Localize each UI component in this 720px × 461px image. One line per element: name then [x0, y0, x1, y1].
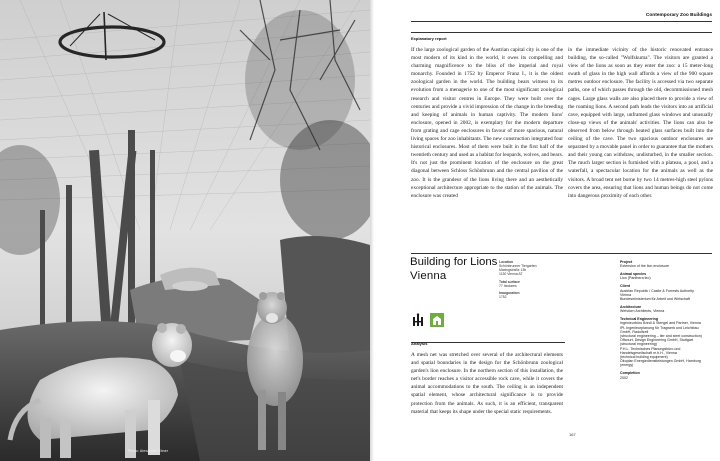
- project-meta: [499, 260, 537, 303]
- project-rule: [411, 253, 712, 254]
- project-city: Vienna: [410, 270, 447, 282]
- nature-enclosure-icon: [430, 313, 444, 327]
- meta-inauguration: Inauguration 1752: [499, 291, 520, 300]
- credit-architecture: Architecture Wehdorn Architects, Vienna: [620, 305, 665, 314]
- photo-credit: Photo: Alexander Ebner: [128, 449, 169, 453]
- credit-completion: Completion 2002: [620, 371, 640, 380]
- credit-technical-engineering: Technical Engineering Ingenieurbüro Bredl & Stengel and Partner, Vienna IPL Ingenieurplanung für Tragwerk und Leichtbau GmbH, Radolfzell (structural engineering – tier and steel construction) Offcourt, Design Engineering GmbH, Stuttgart (structural engineering) P.H.L. Technisches Planungsbüro und Handelsgesellschaft m.b.H., Vienna (technical building equipment) Ökoplan Energiedienstleistungen GmbH, Hamburg (energy): [620, 317, 702, 368]
- analysis-rule: [411, 342, 565, 343]
- explanatory-report-label: Explanatory report: [411, 36, 447, 41]
- page-number: 167: [569, 432, 576, 437]
- credit-project: Project Extension of the lion enclosure: [620, 260, 669, 269]
- project-credits: [620, 260, 715, 384]
- zoo-building-icon: [411, 313, 425, 327]
- header-rule: [411, 21, 712, 22]
- project-title: Building for Lions: [410, 256, 498, 268]
- report-left-column: If the large zoological garden of the Austrian capital city is one of the most modern of its kind in the world, it owes its compelling and charming magnificence to the bliss of the imperial and royal monarchy. Founded in 1752 by Emperor Franz I., it is the oldest zoological garden in the world. The building bears witness to its evolution from a menagerie to one of the most significant zoological research and visitor centres in Europe. They were built over the centuries and provide a vivid impression of the change in the breeding and keeping of animals in human captivity. The modern lions' enclosure, opened in 2002, is exemplary for the modern departure from grating and cage enclosures in favour of more spacious, natural living spaces for zoo inhabitants. The new construction integrated four historical enclosures. Most of them were built in the first half of the twentieth century and used as a habitat for leopards, wolves, and bears. It's not just the prominent location of the enclosure on the great diagonal between Schloss Schönbrunn and the central pavilion of the zoo. It is the grandeur of the lions living there and an aesthetically exceptional architecture appropriate to the station of the animals. The enclosure was created: [411, 47, 563, 199]
- credit-client: Client Austrian Republic / Castle & Forrests Authority Vienna Bundesministerium für Arbeit und Wirtschaft: [620, 284, 694, 302]
- meta-location: Location Schönbrunner Tiergarten Maxingstraße 13b 1130 Vienna AT: [499, 260, 537, 276]
- page-gutter: [370, 0, 374, 461]
- meta-total-surface: Total surface 77 hectares: [499, 279, 520, 288]
- analysis-label: Analysis: [411, 341, 428, 346]
- credit-animal-species: Animal species Lion (Panthera leo): [620, 272, 651, 281]
- running-head: Contemporary Zoo Buildings: [645, 13, 712, 18]
- report-rule: [411, 32, 712, 33]
- report-right-column: in the immediate vicinity of the historic renovated entrance building, the so-called "Wolfskuma". The visitors are granted a view of the lions as soon as they enter the zoo: a 15 meter-long swath of glass in the high wall affords a view of the 900 square metres outdoor enclosure. The facility is accessed via two separate paths, one of which passes through the old, decommissioned mesh cages. Large glass walls are also placed there to provide a view of the roaming lions. A second path leads the visitors into an artificial cave, equipped with large, unframed glass windows and unusually close-up views of the animals' activities. The lions can also be observed from below through heated glass surfaces built into the ceiling of the cave. The two spacious outdoor enclosures are separated by a movable panel in order to guarantee that the mothers and their young can withdraw, undisturbed, in the smaller section. The much larger section is furnished with a plateau, a pool, and a waterfall, a spectacular location for the animals as well as the visitors. A broad tent net borne by two 14 metres-high steel pylons covers the area, ensuring that lions and human beings do not come into dangerous proximity of each other.: [568, 47, 713, 199]
- analysis-text: A mesh net was stretched over several of the architectural elements and spatial boundaries in the design for the Schönbrunn zoological garden's lion enclosure. In the northern section of this installation, the net's border reaches a visitor accessible rock cave, while it covers the animal accommodations to the south. The ceiling is an independent spatial element, whose architectural significance is to provide protection from the animals. As such, it is an efficient, transparent material that keeps its shape under the special static requirements.: [411, 352, 563, 415]
